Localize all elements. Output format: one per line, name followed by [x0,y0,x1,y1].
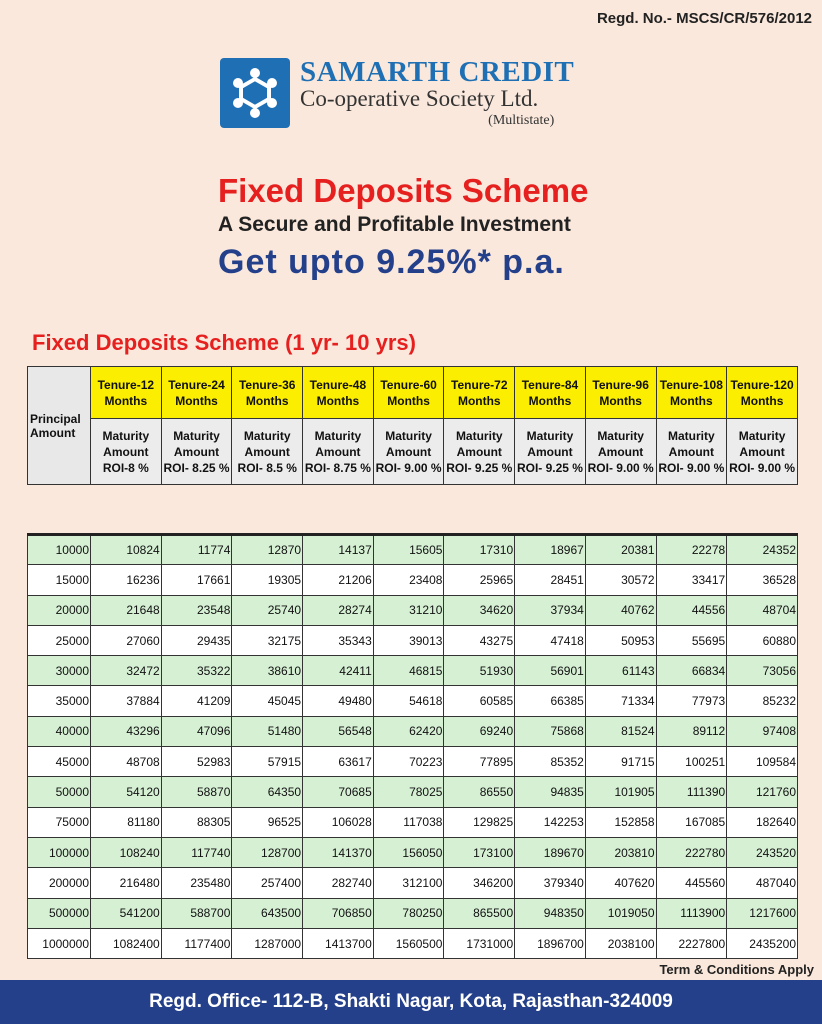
maturity-cell: 20381 [585,535,656,565]
maturity-cell: 189670 [515,837,586,867]
table-row [28,898,798,928]
maturity-cell: 216480 [91,868,162,898]
maturity-cell: 46815 [373,656,444,686]
maturity-cell: 48708 [91,747,162,777]
maturity-cell: 643500 [232,898,303,928]
maturity-cell: 51930 [444,656,515,686]
maturity-cell: 62420 [373,716,444,746]
maturity-cell: 23548 [161,595,232,625]
maturity-cell: 85232 [727,686,798,716]
table-row [28,928,798,958]
maturity-cell: 117740 [161,837,232,867]
principal-cell: 200000 [28,868,91,898]
maturity-cell: 91715 [585,747,656,777]
roi-header: Maturity Amount ROI- 9.00 % [727,419,798,485]
maturity-cell: 15605 [373,535,444,565]
roi-header: Maturity Amount ROI- 8.25 % [161,419,232,485]
logo [220,58,574,130]
headline-tagline: A Secure and Profitable Investment [218,213,571,236]
principal-cell: 35000 [28,686,91,716]
maturity-cell: 2435200 [727,928,798,958]
maturity-cell: 25965 [444,565,515,595]
principal-header: Principal Amount [28,367,91,485]
maturity-cell: 1217600 [727,898,798,928]
maturity-cell: 2227800 [656,928,727,958]
table-row [28,807,798,837]
section-title: Fixed Deposits Scheme (1 yr- 10 yrs) [32,330,416,355]
maturity-cell: 282740 [303,868,374,898]
table-row [28,565,798,595]
maturity-cell: 70223 [373,747,444,777]
maturity-cell: 182640 [727,807,798,837]
maturity-cell: 37884 [91,686,162,716]
maturity-cell: 35322 [161,656,232,686]
maturity-cell: 23408 [373,565,444,595]
table-row [28,837,798,867]
maturity-cell: 312100 [373,868,444,898]
maturity-cell: 69240 [444,716,515,746]
tenure-header: Tenure-120 Months [727,367,798,419]
maturity-cell: 56901 [515,656,586,686]
principal-cell: 100000 [28,837,91,867]
maturity-cell: 24352 [727,535,798,565]
maturity-cell: 152858 [585,807,656,837]
tenure-header: Tenure-60 Months [373,367,444,419]
maturity-cell: 47418 [515,625,586,655]
maturity-cell: 21648 [91,595,162,625]
maturity-cell: 101905 [585,777,656,807]
maturity-cell: 588700 [161,898,232,928]
maturity-cell: 43296 [91,716,162,746]
maturity-cell: 19305 [232,565,303,595]
society-name: SAMARTH CREDIT [300,56,575,88]
society-multistate: (Multistate) [488,113,555,128]
principal-cell: 45000 [28,747,91,777]
maturity-cell: 58870 [161,777,232,807]
maturity-cell: 11774 [161,535,232,565]
maturity-cell: 88305 [161,807,232,837]
terms-note: Term & Conditions Apply [659,962,814,977]
maturity-cell: 12870 [232,535,303,565]
headline-offer: Get upto 9.25%* p.a. [218,243,565,281]
maturity-cell: 32175 [232,625,303,655]
maturity-cell: 31210 [373,595,444,625]
roi-header: Maturity Amount ROI- 9.00 % [656,419,727,485]
maturity-cell: 1896700 [515,928,586,958]
maturity-cell: 407620 [585,868,656,898]
maturity-cell: 81180 [91,807,162,837]
tenure-header: Tenure-96 Months [585,367,656,419]
table-row [28,868,798,898]
maturity-cell: 17661 [161,565,232,595]
maturity-cell: 222780 [656,837,727,867]
maturity-cell: 706850 [303,898,374,928]
maturity-cell: 32472 [91,656,162,686]
maturity-cell: 41209 [161,686,232,716]
maturity-cell: 29435 [161,625,232,655]
maturity-cell: 487040 [727,868,798,898]
maturity-cell: 27060 [91,625,162,655]
maturity-cell: 54120 [91,777,162,807]
tenure-header: Tenure-72 Months [444,367,515,419]
society-logo-icon [220,58,290,128]
roi-header: Maturity Amount ROI-8 % [91,419,162,485]
maturity-cell: 780250 [373,898,444,928]
principal-cell: 15000 [28,565,91,595]
maturity-cell: 25740 [232,595,303,625]
maturity-cell: 30572 [585,565,656,595]
maturity-cell: 1731000 [444,928,515,958]
maturity-cell: 22278 [656,535,727,565]
maturity-cell: 75868 [515,716,586,746]
table-row [28,747,798,777]
maturity-cell: 106028 [303,807,374,837]
table-row [28,716,798,746]
maturity-cell: 37934 [515,595,586,625]
maturity-cell: 28451 [515,565,586,595]
headline [218,170,588,286]
maturity-cell: 60585 [444,686,515,716]
tenure-header: Tenure-48 Months [303,367,374,419]
maturity-cell: 71334 [585,686,656,716]
maturity-cell: 379340 [515,868,586,898]
maturity-cell: 60880 [727,625,798,655]
table-row [28,656,798,686]
table-row [28,535,798,565]
roi-header: Maturity Amount ROI- 8.5 % [232,419,303,485]
maturity-cell: 51480 [232,716,303,746]
maturity-cell: 77973 [656,686,727,716]
principal-cell: 20000 [28,595,91,625]
table-row [28,686,798,716]
maturity-cell: 18967 [515,535,586,565]
maturity-cell: 48704 [727,595,798,625]
maturity-cell: 97408 [727,716,798,746]
maturity-cell: 128700 [232,837,303,867]
maturity-cell: 156050 [373,837,444,867]
maturity-cell: 81524 [585,716,656,746]
principal-cell: 1000000 [28,928,91,958]
principal-cell: 75000 [28,807,91,837]
maturity-cell: 54618 [373,686,444,716]
maturity-cell: 85352 [515,747,586,777]
maturity-cell: 49480 [303,686,374,716]
tenure-header: Tenure-36 Months [232,367,303,419]
tenure-header: Tenure-12 Months [91,367,162,419]
principal-cell: 10000 [28,535,91,565]
maturity-cell: 36528 [727,565,798,595]
maturity-cell: 243520 [727,837,798,867]
maturity-cell: 43275 [444,625,515,655]
maturity-cell: 40762 [585,595,656,625]
maturity-cell: 121760 [727,777,798,807]
maturity-cell: 33417 [656,565,727,595]
principal-cell: 40000 [28,716,91,746]
table-row [28,625,798,655]
principal-cell: 30000 [28,656,91,686]
maturity-cell: 173100 [444,837,515,867]
maturity-cell: 61143 [585,656,656,686]
fd-table [27,366,798,959]
maturity-cell: 45045 [232,686,303,716]
roi-header: Maturity Amount ROI- 9.00 % [373,419,444,485]
maturity-cell: 948350 [515,898,586,928]
footer-address: Regd. Office- 112-B, Shakti Nagar, Kota, Rajasthan-324009 [0,980,822,1024]
maturity-cell: 66834 [656,656,727,686]
tenure-header: Tenure-24 Months [161,367,232,419]
roi-header: Maturity Amount ROI- 8.75 % [303,419,374,485]
maturity-cell: 257400 [232,868,303,898]
maturity-cell: 541200 [91,898,162,928]
maturity-cell: 142253 [515,807,586,837]
maturity-cell: 167085 [656,807,727,837]
maturity-cell: 346200 [444,868,515,898]
maturity-cell: 2038100 [585,928,656,958]
registration-number: Regd. No.- MSCS/CR/576/2012 [596,10,812,27]
maturity-cell: 21206 [303,565,374,595]
maturity-cell: 1560500 [373,928,444,958]
maturity-cell: 63617 [303,747,374,777]
maturity-cell: 66385 [515,686,586,716]
maturity-cell: 78025 [373,777,444,807]
headline-title: Fixed Deposits Scheme [218,172,589,209]
principal-cell: 25000 [28,625,91,655]
roi-header: Maturity Amount ROI- 9.00 % [585,419,656,485]
maturity-cell: 86550 [444,777,515,807]
maturity-cell: 1082400 [91,928,162,958]
maturity-cell: 100251 [656,747,727,777]
maturity-cell: 109584 [727,747,798,777]
maturity-cell: 1113900 [656,898,727,928]
maturity-cell: 445560 [656,868,727,898]
principal-cell: 50000 [28,777,91,807]
maturity-cell: 28274 [303,595,374,625]
maturity-cell: 73056 [727,656,798,686]
maturity-cell: 111390 [656,777,727,807]
maturity-cell: 203810 [585,837,656,867]
maturity-cell: 47096 [161,716,232,746]
table-row [28,595,798,625]
table-row [28,777,798,807]
maturity-cell: 44556 [656,595,727,625]
maturity-cell: 34620 [444,595,515,625]
roi-header: Maturity Amount ROI- 9.25 % [515,419,586,485]
maturity-cell: 52983 [161,747,232,777]
maturity-cell: 865500 [444,898,515,928]
maturity-cell: 64350 [232,777,303,807]
maturity-cell: 1413700 [303,928,374,958]
maturity-cell: 1287000 [232,928,303,958]
maturity-cell: 56548 [303,716,374,746]
maturity-cell: 117038 [373,807,444,837]
principal-cell: 500000 [28,898,91,928]
maturity-cell: 38610 [232,656,303,686]
maturity-cell: 1177400 [161,928,232,958]
maturity-cell: 1019050 [585,898,656,928]
maturity-cell: 94835 [515,777,586,807]
maturity-cell: 70685 [303,777,374,807]
maturity-cell: 141370 [303,837,374,867]
maturity-cell: 35343 [303,625,374,655]
maturity-cell: 89112 [656,716,727,746]
maturity-cell: 42411 [303,656,374,686]
society-subtitle: Co-operative Society Ltd. [300,86,539,111]
roi-header: Maturity Amount ROI- 9.25 % [444,419,515,485]
maturity-cell: 129825 [444,807,515,837]
maturity-cell: 96525 [232,807,303,837]
maturity-cell: 16236 [91,565,162,595]
tenure-header: Tenure-84 Months [515,367,586,419]
maturity-cell: 55695 [656,625,727,655]
maturity-cell: 17310 [444,535,515,565]
maturity-cell: 10824 [91,535,162,565]
maturity-cell: 235480 [161,868,232,898]
maturity-cell: 108240 [91,837,162,867]
maturity-cell: 77895 [444,747,515,777]
tenure-header: Tenure-108 Months [656,367,727,419]
maturity-cell: 39013 [373,625,444,655]
maturity-cell: 50953 [585,625,656,655]
maturity-cell: 57915 [232,747,303,777]
maturity-cell: 14137 [303,535,374,565]
